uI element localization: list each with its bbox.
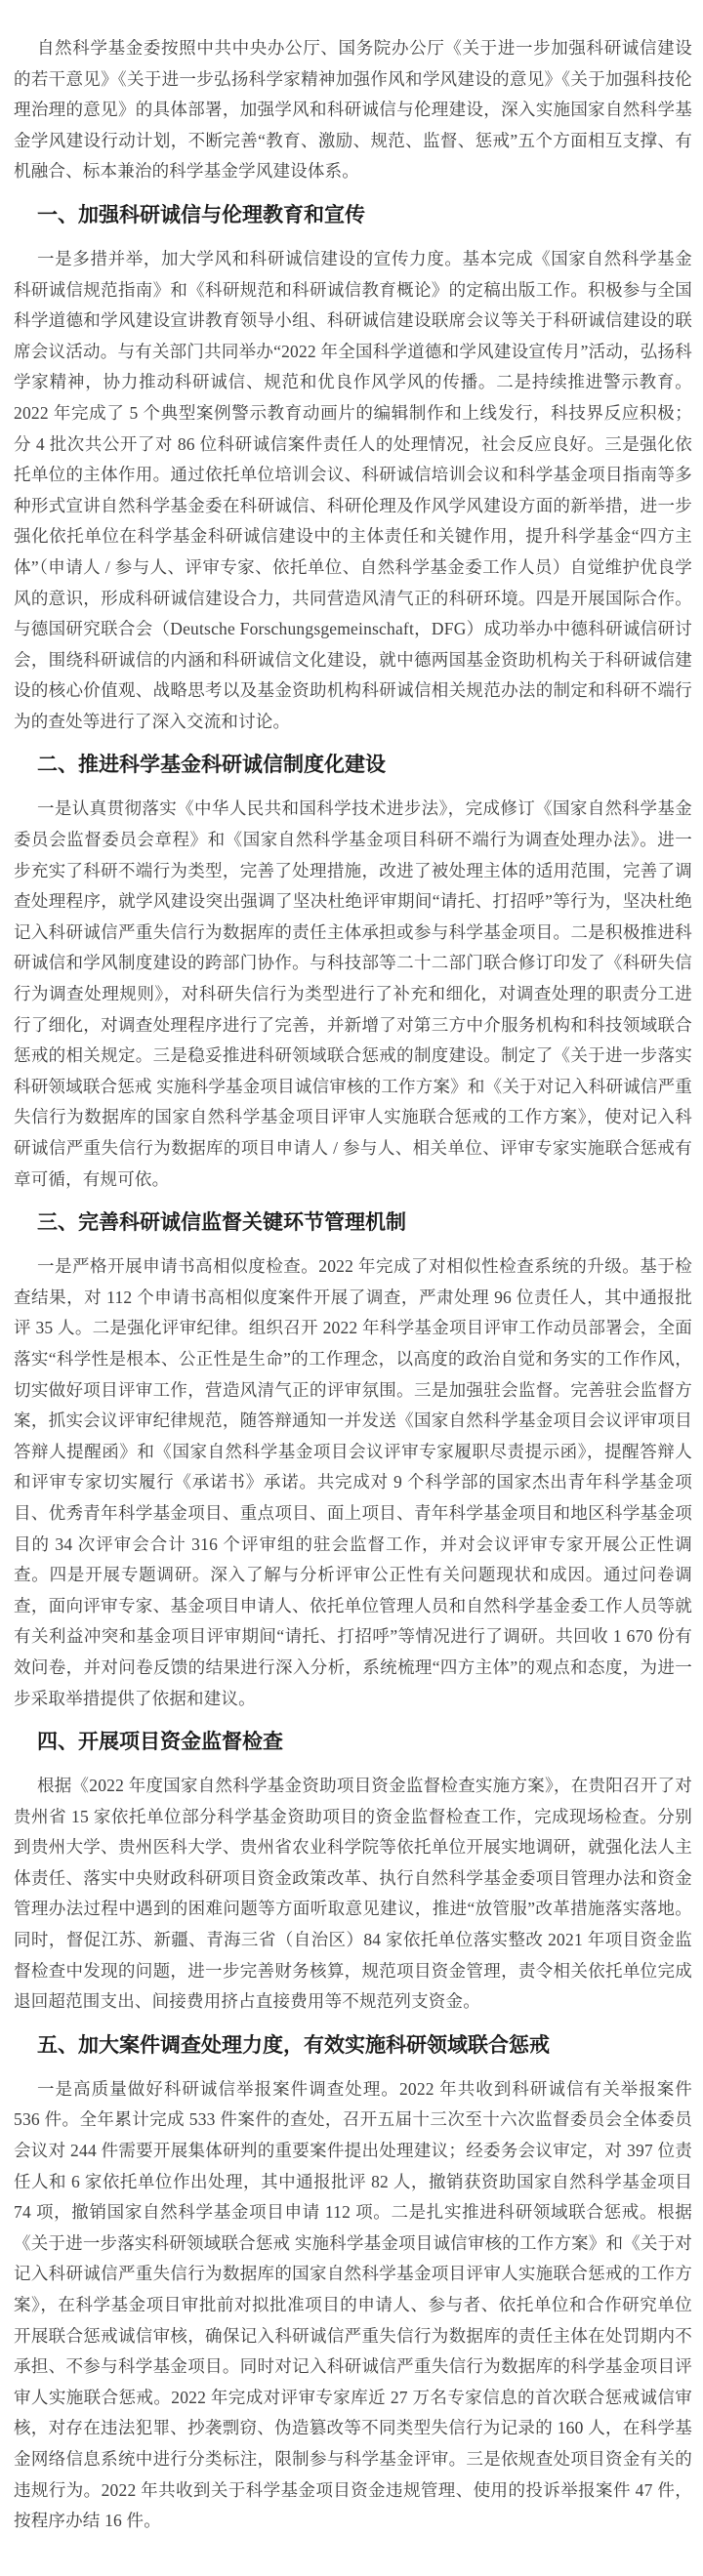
section-5-heading: 五、加大案件调查处理力度，有效实施科研领域联合惩戒 xyxy=(37,2033,550,2057)
section-1-paragraph: 一是多措并举，加大学风和科研诚信建设的宣传力度。基本完成《国家自然科学基金科研诚信规范指南》和《科研规范和科研诚信教育概论》的定稿出版工作。积极参与全国科学道德和学风建设宣讲教育领导小组、科研诚信建设联席会议等关于科研诚信建设的联席会议活动。与有关部门共同举办“2022 年全国科学道德和学风建设宣传月”活动，弘扬科学家精神，协力推动科研诚信、规范和优良作风学风的传播。二是持续推进警示教育。2022 年完成了 5 个典型案例警示教育动画片的编辑制作和上线发行，科技界反应积极；分 4 批次共公开了对 86 位科研诚信案件责任人的处理情况，社会反应良好。三是强化依托单位的主体作用。通过依托单位培训会议、科研诚信培训会议和科学基金项目指南等多种形式宣讲自然科学基金委在科研诚信、科研伦理及作风学风建设方面的新举措，进一步强化依托单位在科学基金科研诚信建设中的主体责任和关键作用，提升科学基金“四方主体”（申请人 / 参与人、评审专家、依托单位、自然科学基金委工作人员）自觉维护优良学风的意识，形成科研诚信建设合力，共同营造风清气正的科研环境。四是开展国际合作。与德国研究联合会（Deutsche Forschungsgemeinschaft，DFG）成功举办中德科研诚信研讨会，围绕科研诚信的内涵和科研诚信文化建设，就中德两国基金资助机构关于科研诚信建设的核心价值观、战略思考以及基金资助机构科研诚信相关规范办法的制定和科研不端行为的查处等进行了深入交流和讨论。 xyxy=(14,248,692,731)
section-5-paragraph: 一是高质量做好科研诚信举报案件调查处理。2022 年共收到科研诚信有关举报案件 536 件。全年累计完成 533 件案件的查处，召开五届十三次至十六次监督委员会全体委员会议对 244 件需要开展集体研判的重要案件提出处理建议；经委务会议审定，对 397 位责任人和 6 家依托单位作出处理，其中通报批评 82 人，撤销获资助国家自然科学基金项目 74 项，撤销国家自然科学基金项目申请 112 项。二是扎实推进科研领域联合惩戒。根据《关于进一步落实科研领域联合惩戒 实施科学基金项目诚信审核的工作方案》和《关于对记入科研诚信严重失信行为数据库的国家自然科学基金项目评审人实施联合惩戒的工作方案》，在科学基金项目审批前对拟批准项目的申请人、参与者、依托单位和合作研究单位开展联合惩戒诚信审核，确保记入科研诚信严重失信行为数据库的责任主体在处罚期内不承担、不参与科学基金项目。同时对记入科研诚信严重失信行为数据库的科学基金项目评审人实施联合惩戒。2022 年完成对评审专家库近 27 万名专家信息的首次联合惩戒诚信审核，对存在违法犯罪、抄袭剽窃、伪造篡改等不同类型失信行为记录的 160 人，在科学基金网络信息系统中进行分类标注，限制参与科学基金评审。三是依规查处项目资金有关的违规行为。2022 年共收到关于科学基金项目资金违规管理、使用的投诉举报案件 47 件，按程序办结 16 件。 xyxy=(14,2078,692,2531)
section-2-paragraph: 一是认真贯彻落实《中华人民共和国科学技术进步法》，完成修订《国家自然科学基金委员会监督委员会章程》和《国家自然科学基金项目科研不端行为调查处理办法》。进一步充实了科研不端行为类型，完善了处理措施，改进了被处理主体的适用范围，完善了调查处理程序，就学风建设突出强调了坚决杜绝评审期间“请托、打招呼”等行为，坚决杜绝记入科研诚信严重失信行为数据库的责任主体承担或参与科学基金项目。二是积极推进科研诚信和学风制度建设的跨部门协作。与科技部等二十二部门联合修订印发了《科研失信行为调查处理规则》，对科研失信行为类型进行了补充和细化，对调查处理的职责分工进行了细化，对调查处理程序进行了完善，并新增了对第三方中介服务机构和科技领域联合惩戒的相关规定。三是稳妥推进科研领域联合惩戒的制度建设。制定了《关于进一步落实科研领域联合惩戒 实施科学基金项目诚信审核的工作方案》和《关于对记入科研诚信严重失信行为数据库的国家自然科学基金项目评审人实施联合惩戒的工作方案》，使对记入科研诚信严重失信行为数据库的项目申请人 / 参与人、相关单位、评审专家实施联合惩戒有章可循，有规可依。 xyxy=(14,798,692,1189)
section-3-paragraph: 一是严格开展申请书高相似度检查。2022 年完成了对相似性检查系统的升级。基于检查结果，对 112 个申请书高相似度案件开展了调查，严肃处理 96 位责任人，其中通报批评 35 人。二是强化评审纪律。组织召开 2022 年科学基金项目评审工作动员部署会，全面落实“科学性是根本、公正性是生命”的工作理念，以高度的政治自觉和务实的工作作风，切实做好项目评审工作，营造风清气正的评审氛围。三是加强驻会监督。完善驻会监督方案，抓实会议评审纪律规范，随答辩通知一并发送《国家自然科学基金项目会议评审项目答辩人提醒函》和《国家自然科学基金项目会议评审专家履职尽责提示函》，提醒答辩人和评审专家切实履行《承诺书》承诺。共完成对 9 个科学部的国家杰出青年科学基金项目、优秀青年科学基金项目、重点项目、面上项目、青年科学基金项目和地区科学基金项目的 34 次评审会合计 316 个评审组的驻会监督工作，并对会议评审专家开展公正性调查。四是开展专题调研。深入了解与分析评审公正性有关问题现状和成因。通过问卷调查，面向评审专家、基金项目申请人、依托单位管理人员和自然科学基金委工作人员等就有关利益冲突和基金项目评审期间“请托、打招呼”等情况进行了调研。共回收 1 670 份有效问卷，并对问卷反馈的结果进行深入分析，系统梳理“四方主体”的观点和态度，为进一步采取举措提供了依据和建议。 xyxy=(14,1256,692,1708)
section-3-heading: 三、完善科研诚信监督关键环节管理机制 xyxy=(37,1211,406,1235)
intro-paragraph: 自然科学基金委按照中共中央办公厅、国务院办公厅《关于进一步加强科研诚信建设的若干意见》《关于进一步弘扬科学家精神加强作风和学风建设的意见》《关于加强科技伦理治理的意见》的具体部署，加强学风和科研诚信与伦理建设，深入实施国家自然科学基金学风建设行动计划，不断完善“教育、激励、规范、监督、惩戒”五个方面相互支撑、有机融合、标本兼治的科学基金学风建设体系。 xyxy=(14,38,692,182)
section-4-heading: 四、开展项目资金监督检查 xyxy=(37,1731,283,1754)
section-1-heading: 一、加强科研诚信与伦理教育和宣传 xyxy=(37,203,365,226)
section-4-paragraph: 根据《2022 年度国家自然科学基金资助项目资金监督检查实施方案》，在贵阳召开了对贵州省 15 家依托单位部分科学基金资助项目的资金监督检查工作，完成现场检查。分别到贵州大学、贵州医科大学、贵州省农业科学院等依托单位开展实地调研，就强化法人主体责任、落实中央财政科研项目资金政策改革、执行自然科学基金委项目管理办法和资金管理办法过程中遇到的困难问题等方面听取意见建议，推进“放管服”改革措施落实落地。同时，督促江苏、新疆、青海三省（自治区）84 家依托单位落实整改 2021 年项目资金监督检查中发现的问题，进一步完善财务核算，规范项目资金管理，责令相关依托单位完成退回超范围支出、间接费用挤占直接费用等不规范列支资金。 xyxy=(14,1776,692,2012)
section-2-heading: 二、推进科学基金科研诚信制度化建设 xyxy=(37,754,386,777)
